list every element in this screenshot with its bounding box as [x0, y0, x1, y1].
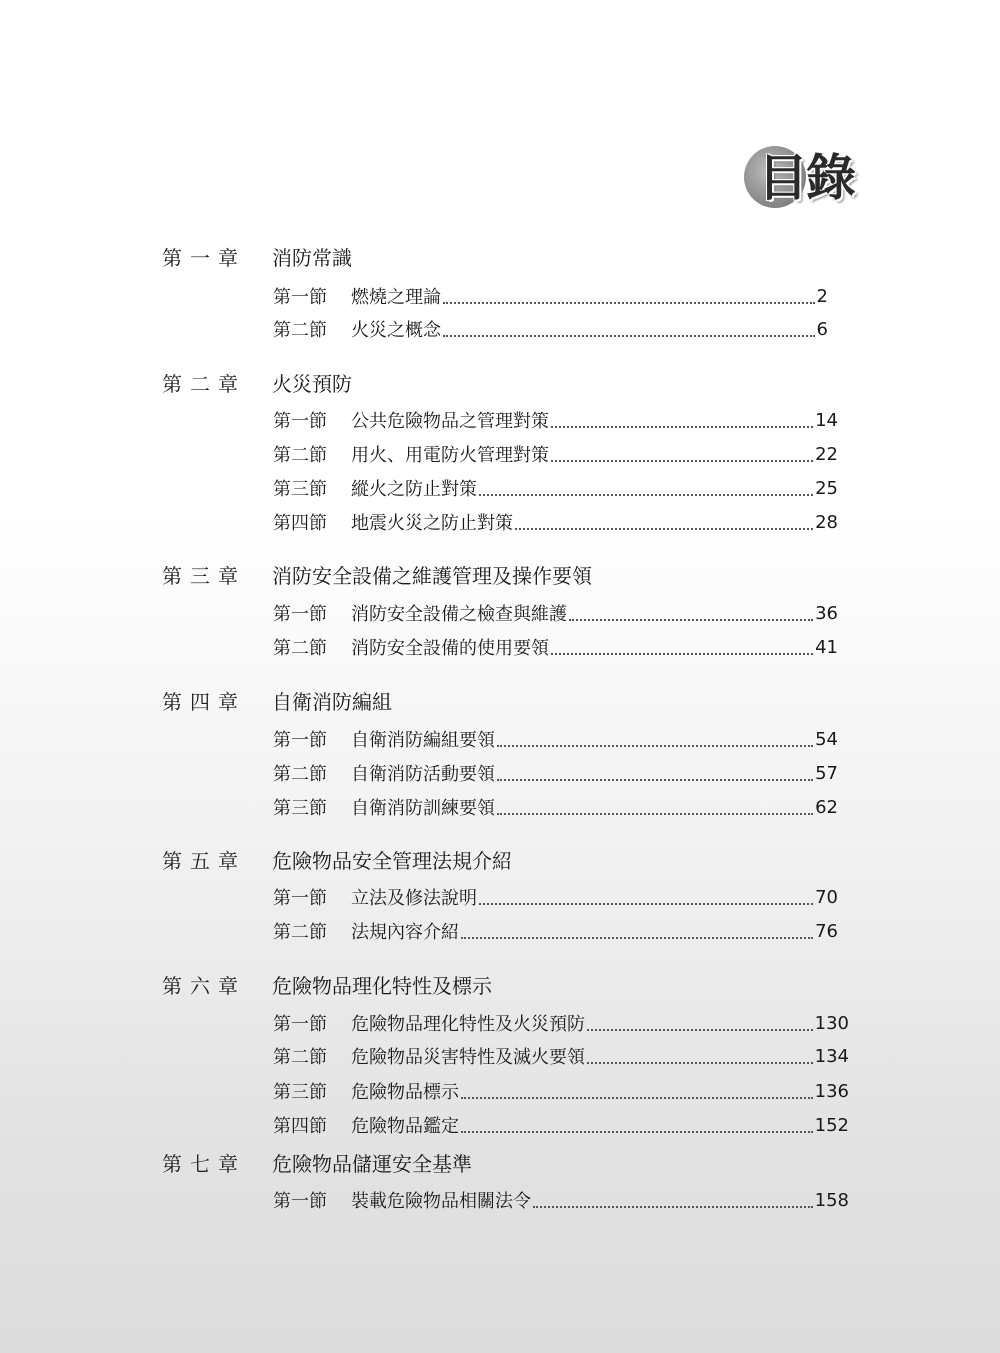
section-label: 第一節	[273, 1191, 327, 1212]
chapter-label: 第四章	[162, 689, 246, 714]
section-label: 第四節	[273, 513, 327, 534]
section-entry[interactable]	[273, 475, 838, 501]
chapter-heading[interactable]	[162, 368, 352, 396]
dot-leader	[479, 883, 813, 905]
section-title: 裝載危險物品相關法令	[351, 1191, 531, 1212]
section-entry[interactable]	[273, 1010, 849, 1036]
section-entry[interactable]	[273, 760, 838, 786]
section-label: 第二節	[273, 638, 327, 659]
toc-heading: 目錄	[758, 149, 854, 207]
dot-leader	[443, 282, 815, 304]
chapter-title: 消防常識	[272, 245, 352, 270]
dot-leader	[461, 1111, 813, 1133]
page-number: 70	[815, 886, 838, 908]
section-label: 第三節	[273, 479, 327, 500]
page-number: 54	[815, 728, 838, 750]
page-number: 57	[815, 762, 838, 784]
page-number: 25	[815, 477, 838, 499]
section-title: 縱火之防止對策	[351, 479, 477, 500]
section-entry[interactable]	[273, 283, 828, 309]
section-label: 第二節	[273, 1047, 327, 1068]
section-title: 自衛消防訓練要領	[351, 798, 495, 819]
chapter-title: 消防安全設備之維護管理及操作要領	[272, 563, 592, 588]
page-number: 152	[814, 1114, 849, 1136]
dot-leader	[587, 1042, 813, 1064]
dot-leader	[443, 315, 815, 337]
chapter-heading[interactable]	[162, 1148, 472, 1176]
dot-leader	[497, 793, 813, 815]
chapter-label: 第三章	[162, 563, 246, 588]
chapter-title: 火災預防	[272, 371, 352, 396]
section-title: 自衛消防編組要領	[351, 730, 495, 751]
section-label: 第一節	[273, 287, 327, 308]
page-number: 76	[815, 920, 838, 942]
section-title: 立法及修法說明	[351, 888, 477, 909]
page-number: 62	[815, 796, 838, 818]
dot-leader	[569, 599, 813, 621]
dot-leader	[533, 1186, 813, 1208]
section-label: 第二節	[273, 764, 327, 785]
section-title: 危險物品理化特性及火災預防	[351, 1014, 585, 1035]
section-title: 公共危險物品之管理對策	[351, 411, 549, 432]
chapter-heading[interactable]	[162, 560, 592, 588]
section-title: 用火、用電防火管理對策	[351, 445, 549, 466]
section-label: 第三節	[273, 798, 327, 819]
page-number: 2	[816, 285, 828, 307]
section-entry[interactable]	[273, 509, 838, 535]
section-entry[interactable]	[273, 1112, 849, 1138]
chapter-heading[interactable]	[162, 242, 352, 270]
page-number: 134	[814, 1045, 849, 1067]
section-label: 第一節	[273, 1014, 327, 1035]
section-title: 消防安全設備之檢查與維護	[351, 604, 567, 625]
page-number: 14	[815, 409, 838, 431]
page-number: 36	[815, 602, 838, 624]
section-entry[interactable]	[273, 407, 838, 433]
chapter-label: 第六章	[162, 973, 246, 998]
chapter-title: 自衛消防編組	[272, 689, 392, 714]
section-entry[interactable]	[273, 316, 828, 342]
chapter-title: 危險物品儲運安全基準	[272, 1151, 472, 1176]
section-label: 第二節	[273, 922, 327, 943]
page-number: 158	[814, 1189, 849, 1211]
page-number: 130	[814, 1012, 849, 1034]
section-label: 第三節	[273, 1082, 327, 1103]
section-title: 法規內容介紹	[351, 922, 459, 943]
dot-leader	[551, 406, 813, 428]
section-entry[interactable]	[273, 441, 838, 467]
section-label: 第四節	[273, 1116, 327, 1137]
dot-leader	[497, 759, 813, 781]
page-number: 41	[815, 636, 838, 658]
page-number: 136	[814, 1080, 849, 1102]
section-entry[interactable]	[273, 884, 838, 910]
chapter-title: 危險物品安全管理法規介紹	[272, 848, 512, 873]
section-entry[interactable]	[273, 1078, 849, 1104]
section-title: 地震火災之防止對策	[351, 513, 513, 534]
section-entry[interactable]	[273, 794, 838, 820]
chapter-heading[interactable]	[162, 845, 512, 873]
section-title: 危險物品鑑定	[351, 1116, 459, 1137]
section-title: 燃燒之理論	[351, 287, 441, 308]
chapter-title: 危險物品理化特性及標示	[272, 973, 492, 998]
dot-leader	[587, 1009, 813, 1031]
page-number: 28	[815, 511, 838, 533]
section-label: 第一節	[273, 411, 327, 432]
section-label: 第一節	[273, 730, 327, 751]
section-title: 自衛消防活動要領	[351, 764, 495, 785]
dot-leader	[551, 440, 813, 462]
section-title: 危險物品災害特性及滅火要領	[351, 1047, 585, 1068]
page-number: 6	[816, 318, 828, 340]
section-title: 危險物品標示	[351, 1082, 459, 1103]
dot-leader	[551, 633, 813, 655]
section-label: 第二節	[273, 445, 327, 466]
section-label: 第一節	[273, 888, 327, 909]
section-title: 消防安全設備的使用要領	[351, 638, 549, 659]
section-label: 第二節	[273, 320, 327, 341]
chapter-heading[interactable]	[162, 970, 492, 998]
page-number: 22	[815, 443, 838, 465]
chapter-label: 第二章	[162, 371, 246, 396]
section-entry[interactable]	[273, 1187, 849, 1213]
section-entry[interactable]	[273, 1043, 849, 1069]
section-entry[interactable]	[273, 726, 838, 752]
chapter-label: 第七章	[162, 1151, 246, 1176]
section-title: 火災之概念	[351, 320, 441, 341]
dot-leader	[479, 474, 813, 496]
dot-leader	[497, 725, 813, 747]
section-entry[interactable]	[273, 918, 838, 944]
chapter-heading[interactable]	[162, 686, 392, 714]
section-entry[interactable]	[273, 600, 838, 626]
chapter-label: 第一章	[162, 245, 246, 270]
section-label: 第一節	[273, 604, 327, 625]
section-entry[interactable]	[273, 634, 838, 660]
dot-leader	[515, 508, 813, 530]
dot-leader	[461, 1077, 813, 1099]
dot-leader	[461, 917, 813, 939]
chapter-label: 第五章	[162, 848, 246, 873]
